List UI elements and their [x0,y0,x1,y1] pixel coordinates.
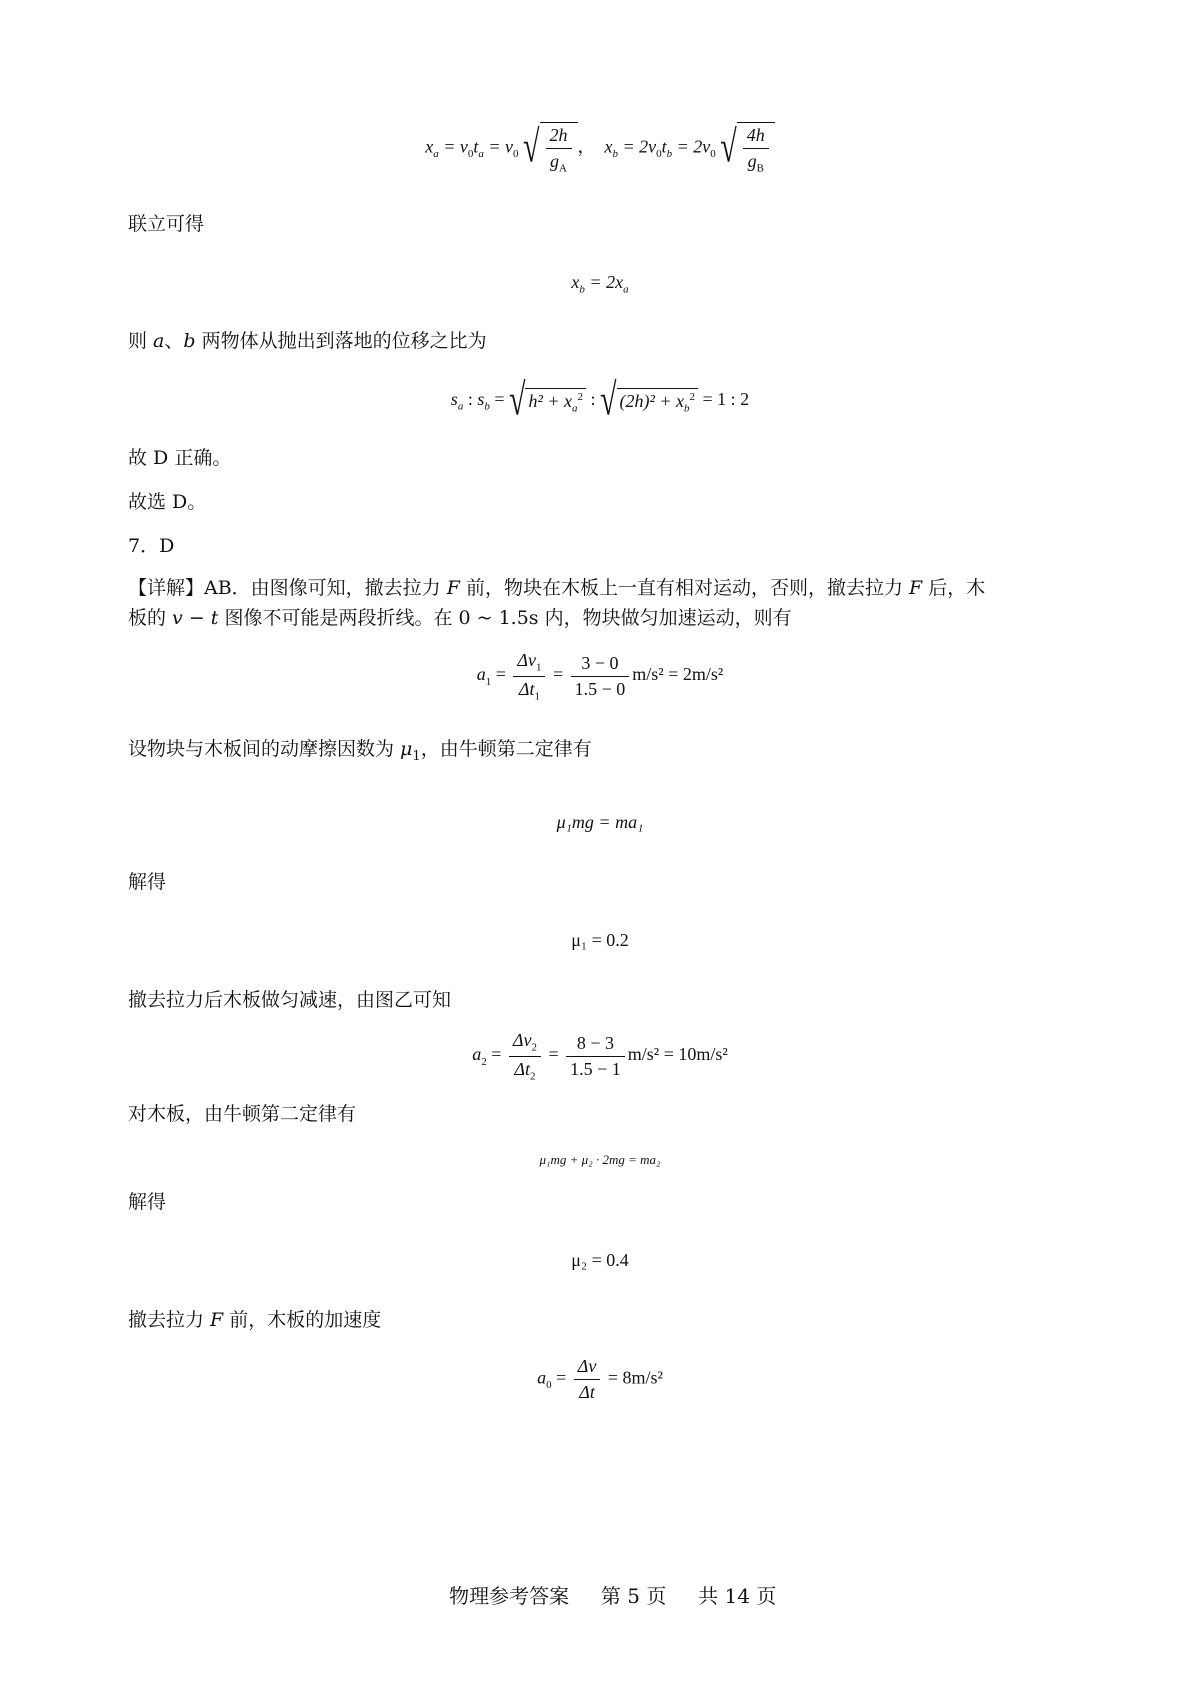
eq-operator: = [489,389,509,410]
eq-subscript: 0 [467,148,474,161]
eq-subscript: b [579,283,585,296]
text-line: 解得 [128,1191,167,1213]
fraction [566,1033,625,1080]
text-span: 两物体从抛出到落地的位移之比为 [195,330,487,352]
text-line: 联立可得 [128,213,205,235]
eq-superscript: 2 [689,390,696,403]
footer-page-number: 第 5 页 [600,1584,667,1608]
text-span: 则 [128,330,154,352]
eq-subscript: 2 [481,1055,487,1068]
eq-separator: ， [577,136,596,157]
equation-ratio [0,375,1200,425]
text-span: 前，木板的加速度 [223,1309,382,1331]
eq-symbol: x [604,136,613,157]
eq-subscript: b [612,148,618,161]
equation-mu2: μ₂ = 0.4 [571,1250,629,1270]
text-span: ，由牛顿第二定律有 [420,738,592,760]
eq-subscript: 0 [656,148,662,161]
eq-subscript: a [572,402,578,415]
eq-result: = 1 : 2 [702,389,750,410]
text-line: 对木板，由牛顿第二定律有 [128,1103,357,1125]
text-span: 【详解】AB．由图像可知，撤去拉力 [128,577,447,599]
text-line [128,735,592,771]
eq-subscript: 1 [534,690,540,703]
eq-symbol: a [472,1044,482,1065]
text-variable: b [183,330,196,352]
sqrt-expression: √ $h^2 + x_a^2$ [509,384,586,418]
eq-symbol: = 2v [622,136,657,157]
eq-subscript: 0 [710,148,716,161]
eq-symbol: a [476,664,486,685]
eq-subscript: a [478,148,484,161]
text-span: 设物块与木板间的动摩擦因数为 [128,738,401,760]
page-footer [0,1556,1200,1633]
eq-subscript: A [559,162,567,175]
radicand: h² + x [528,390,573,411]
text-variable: μ [400,738,413,760]
fraction-denominator: g [747,151,757,171]
eq-subscript: B [756,162,764,175]
text-variable: v − t [172,607,219,629]
text-subscript: 1 [412,748,421,764]
eq-result: = 8m/s² [607,1367,663,1388]
equation-xb [0,272,1200,296]
eq-operator: : [590,389,601,410]
fraction-numerator: 2h [549,125,568,145]
eq-subscript: 2 [531,1041,537,1054]
eq-symbol: a [537,1367,547,1388]
equation-a1: $a_1$ = $\frac{\Delta v_1}{\Delta t_1}$ = $\frac{3 - 0}{1.5 - 0}$ m/s² = 2m/s² [476,650,724,703]
eq-superscript: 2 [577,390,584,403]
fraction-numerator: Δv [517,650,536,670]
eq-symbol: s [477,389,485,410]
text-line: 故 D 正确。 [128,447,232,469]
eq-subscript: 0 [546,1379,552,1392]
text-line: 故选 D。 [128,491,207,513]
eq-subscript: a [623,283,629,296]
text-variable: F [446,577,460,599]
fraction [571,653,630,700]
eq-unit: m/s² [627,1044,660,1065]
sqrt-expression: √ $\frac{2h}{g_A}$ [523,122,577,175]
text-span: 后，木 [922,577,986,599]
text-line [128,574,985,602]
text-span: 图像不可能是两段折线。在 0 ~ 1.5s 内，物块做匀加速运动，则有 [218,607,792,629]
equation-mu1mg: μ₁mg = ma₁ [556,812,644,832]
equation-board: μ₁mg + μ₂ · 2mg = ma₂ [539,1152,661,1167]
eq-symbol: x [425,136,434,157]
fraction-denominator: Δt [579,1382,595,1402]
eq-symbol: = 2v [676,136,711,157]
fraction-denominator: 1.5 − 1 [570,1058,621,1079]
fraction-numerator: Δv [577,1356,597,1376]
text-line [128,604,792,632]
fraction-denominator: Δt [518,678,535,699]
fraction [509,1030,541,1082]
text-variable: F [210,1309,224,1331]
sqrt-expression: √ $\frac{4h}{g_B}$ [720,122,774,175]
text-span: 、 [164,330,184,352]
eq-symbol: s [450,389,458,410]
equation-xa-xb [0,122,1200,175]
fraction-denominator: Δt [514,1058,530,1079]
eq-result: = 10m/s² [663,1044,728,1065]
text-span: 前，物块在木板上一直有相对运动，否则，撤去拉力 [459,577,910,599]
fraction-numerator: 8 − 3 [566,1033,625,1057]
eq-subscript: 0 [513,148,519,161]
text-variable: F [909,577,923,599]
fraction-numerator: Δv [512,1030,532,1050]
fraction-denominator: 1.5 − 0 [574,678,626,699]
sqrt-expression: √ $(2h)^2 + x_b^2$ [600,384,698,418]
eq-symbol: t [661,136,667,157]
eq-operator: : [463,389,478,410]
fraction [574,1356,601,1403]
eq-symbol: = 2x [589,272,624,292]
eq-subscript: b [666,148,673,161]
fraction [513,650,545,702]
eq-subscript: 1 [485,675,492,688]
eq-result: = 2m/s² [668,664,724,685]
eq-subscript: a [457,400,464,413]
eq-symbol: t [473,136,479,157]
text-line: 撤去拉力后木板做匀减速，由图乙可知 [128,989,452,1011]
fraction-denominator: g [550,151,560,171]
equation-mu1: μ₁ = 0.2 [571,930,629,950]
eq-subscript: a [433,148,439,161]
text-variable: a [153,330,165,352]
eq-unit: m/s² [632,664,664,685]
eq-symbol: x [571,272,580,292]
question-number: 7．D [128,535,175,557]
radicand: (2h)² + x [619,390,685,411]
eq-subscript: 1 [535,661,542,674]
text-line [128,327,487,355]
eq-subscript: b [684,402,690,415]
eq-symbol: = v [488,136,514,157]
text-line: 解得 [128,871,167,893]
footer-title: 物理参考答案 [449,1584,570,1608]
text-span: 板的 [128,607,173,629]
text-span: 撤去拉力 [128,1309,211,1331]
fraction-numerator: 3 − 0 [571,653,630,677]
equation-a2: $a_2$ = $\frac{\Delta v_2}{\Delta t_2}$ = $\frac{8 - 3}{1.5 - 1}$ m/s² = 10m/s² [472,1030,728,1083]
eq-subscript: 2 [529,1070,536,1083]
equation-a0: $a_0$ = $\frac{\Delta v}{\Delta t}$ = 8m/s² [537,1356,663,1402]
eq-subscript: b [484,400,490,413]
text-line [128,1306,381,1334]
footer-total-pages: 共 14 页 [698,1584,777,1608]
eq-symbol: = v [443,136,468,157]
fraction-numerator: 4h [746,125,765,145]
